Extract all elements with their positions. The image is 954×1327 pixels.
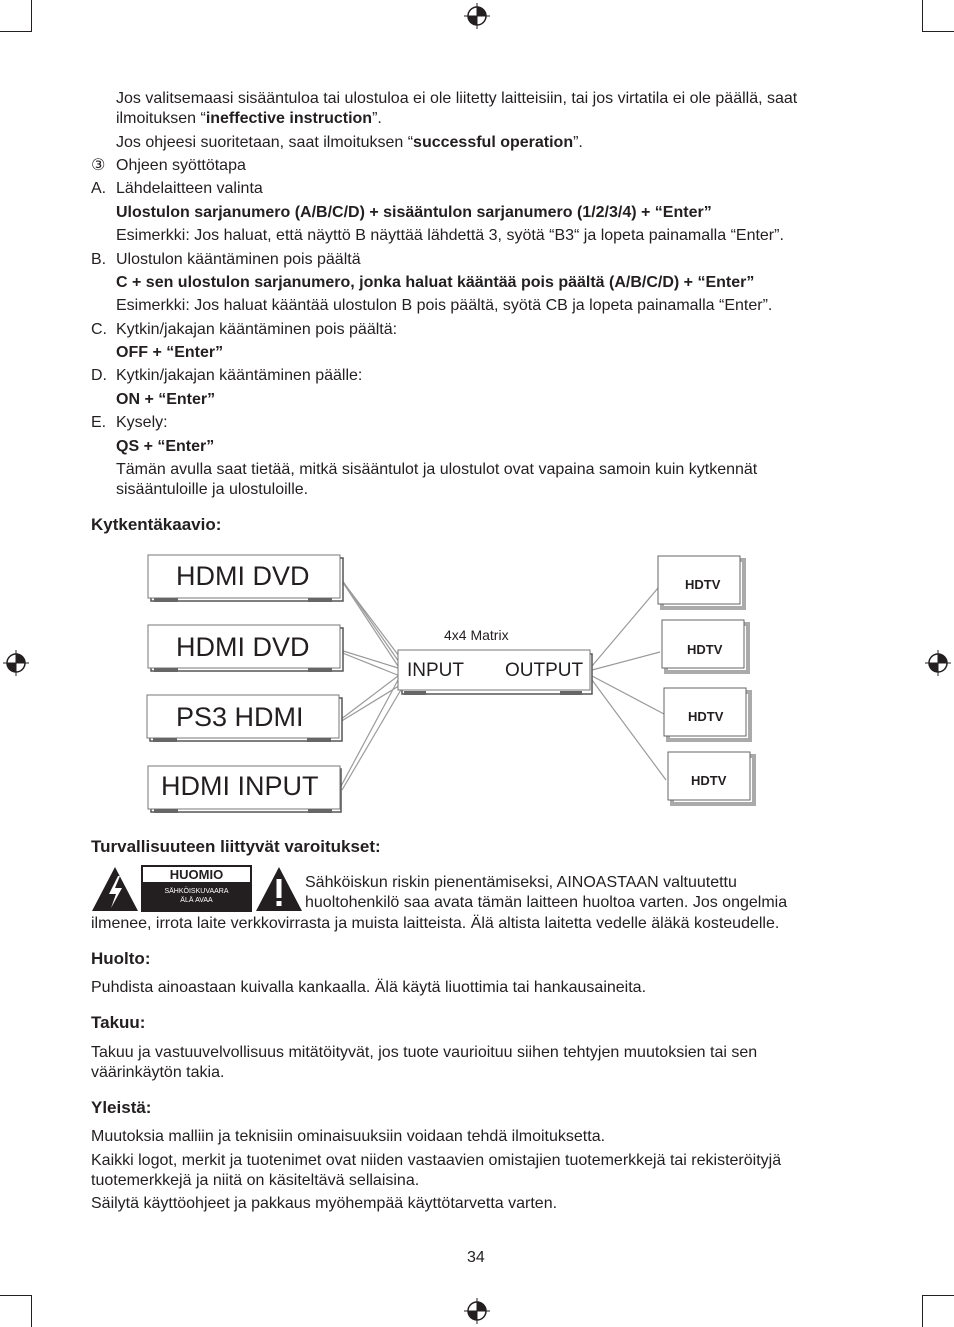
example-text: Esimerkki: Jos haluat kääntää ulostulon B pois päältä, syötä CB ja lopeta painamalla “Enter”.	[116, 297, 773, 314]
registration-mark-icon	[925, 650, 951, 676]
list-marker: C.	[91, 321, 107, 338]
list-marker: B.	[91, 251, 107, 268]
list-item-text: Kytkin/jakajan kääntäminen pois päältä:	[116, 321, 398, 338]
page-number: 34	[467, 1249, 485, 1266]
lightning-warning-icon	[91, 866, 139, 912]
general-text: Kaikki logot, merkit ja tuotenimet ovat niiden vastaavien omistajien tuotemerkkejä tai rekisteröityjä	[91, 1152, 782, 1169]
list-item-text: Ulostulon kääntäminen pois päältä	[116, 251, 361, 268]
hdtv-label: HDTV	[688, 709, 724, 724]
list-marker: A.	[91, 180, 107, 197]
matrix-label: 4x4 Matrix	[444, 627, 509, 643]
list-marker: ③	[91, 157, 106, 174]
instruction-line: Jos valitsemaasi sisääntuloa tai ulostuloa ei ole liitetty laitteisiin, tai jos virtatila ei ole päällä, saat	[116, 90, 798, 107]
maintenance-heading: Huolto:	[91, 949, 151, 968]
list-item-text: Kytkin/jakajan kääntäminen päälle:	[116, 367, 363, 384]
warranty-heading: Takuu:	[91, 1013, 146, 1032]
exclamation-warning-icon	[255, 866, 303, 912]
general-text: Muutoksia malliin ja teknisiin ominaisuuksiin voidaan tehdä ilmoituksetta.	[91, 1128, 606, 1145]
command-syntax: QS + “Enter”	[116, 438, 215, 455]
list-marker: E.	[91, 414, 107, 431]
command-syntax: Ulostulon sarjanumero (A/B/C/D) + sisääntulon sarjanumero (1/2/3/4) + “Enter”	[116, 204, 712, 221]
safety-text: ilmenee, irrota laite verkkovirrasta ja muista laitteista. Älä altista laitetta vedelle äläkä kosteudelle.	[91, 915, 780, 932]
caution-badge	[141, 865, 252, 912]
source-label: HDMI DVD	[176, 561, 310, 591]
hdtv-label: HDTV	[685, 577, 721, 592]
registration-mark-icon	[3, 650, 29, 676]
registration-mark-icon	[464, 1298, 490, 1324]
list-item-text: Kysely:	[116, 414, 168, 431]
description-text: sisääntuloille ja ulostuloille.	[116, 481, 309, 498]
command-syntax: OFF + “Enter”	[116, 344, 224, 361]
source-label: HDMI DVD	[176, 632, 310, 662]
general-text: Säilytä käyttöohjeet ja pakkaus myöhempää käyttötarvetta varten.	[91, 1195, 558, 1212]
safety-text: huoltohenkilö saa avata tämän laitteen huoltoa varten. Jos ongelmia	[305, 894, 788, 911]
caution-badge-line: SÄHKÖISKUVAARA	[164, 888, 229, 895]
hdtv-label: HDTV	[687, 642, 723, 657]
hdtv-label: HDTV	[691, 773, 727, 788]
list-marker: D.	[91, 367, 107, 384]
source-label: PS3 HDMI	[176, 702, 304, 732]
warranty-text: Takuu ja vastuuvelvollisuus mitätöityvät, jos tuote vaurioituu siihen tehtyjen muutoksien tai sen	[91, 1044, 758, 1061]
instruction-line: Jos ohjeesi suoritetaan, saat ilmoituksen “successful operation”.	[116, 134, 583, 151]
description-text: Tämän avulla saat tietää, mitkä sisääntulot ja ulostulot ovat vapaina samoin kuin kytkennät	[116, 461, 758, 478]
instruction-line: ilmoituksen “ineffective instruction”.	[116, 110, 382, 127]
maintenance-text: Puhdista ainoastaan kuivalla kankaalla. Älä käytä liuottimia tai hankausaineita.	[91, 979, 647, 996]
caution-badge-title: HUOMIO	[143, 867, 250, 882]
caution-badge-line: ÄLÄ AVAA	[180, 897, 213, 904]
matrix-output-label: OUTPUT	[505, 660, 584, 681]
command-syntax: ON + “Enter”	[116, 391, 216, 408]
list-item-text: Lähdelaitteen valinta	[116, 180, 263, 197]
source-label: HDMI INPUT	[161, 771, 319, 801]
list-item-text: Ohjeen syöttötapa	[116, 157, 246, 174]
diagram-heading: Kytkentäkaavio:	[91, 515, 222, 534]
safety-text: Sähköiskun riskin pienentämiseksi, AINOASTAAN valtuutettu	[305, 874, 737, 891]
general-text: tuotemerkkejä ja niitä on käsiteltävä sellaisina.	[91, 1172, 420, 1189]
safety-heading: Turvallisuuteen liittyvät varoitukset:	[91, 837, 381, 856]
command-syntax: C + sen ulostulon sarjanumero, jonka haluat kääntää pois päältä (A/B/C/D) + “Enter”	[116, 274, 755, 291]
registration-mark-icon	[464, 3, 490, 29]
general-heading: Yleistä:	[91, 1098, 152, 1117]
example-text: Esimerkki: Jos haluat, että näyttö B näyttää lähdettä 3, syötä “B3“ ja lopeta painamalla “Enter”.	[116, 227, 784, 244]
warranty-text: väärinkäytön takia.	[91, 1064, 225, 1081]
matrix-input-label: INPUT	[407, 660, 464, 681]
